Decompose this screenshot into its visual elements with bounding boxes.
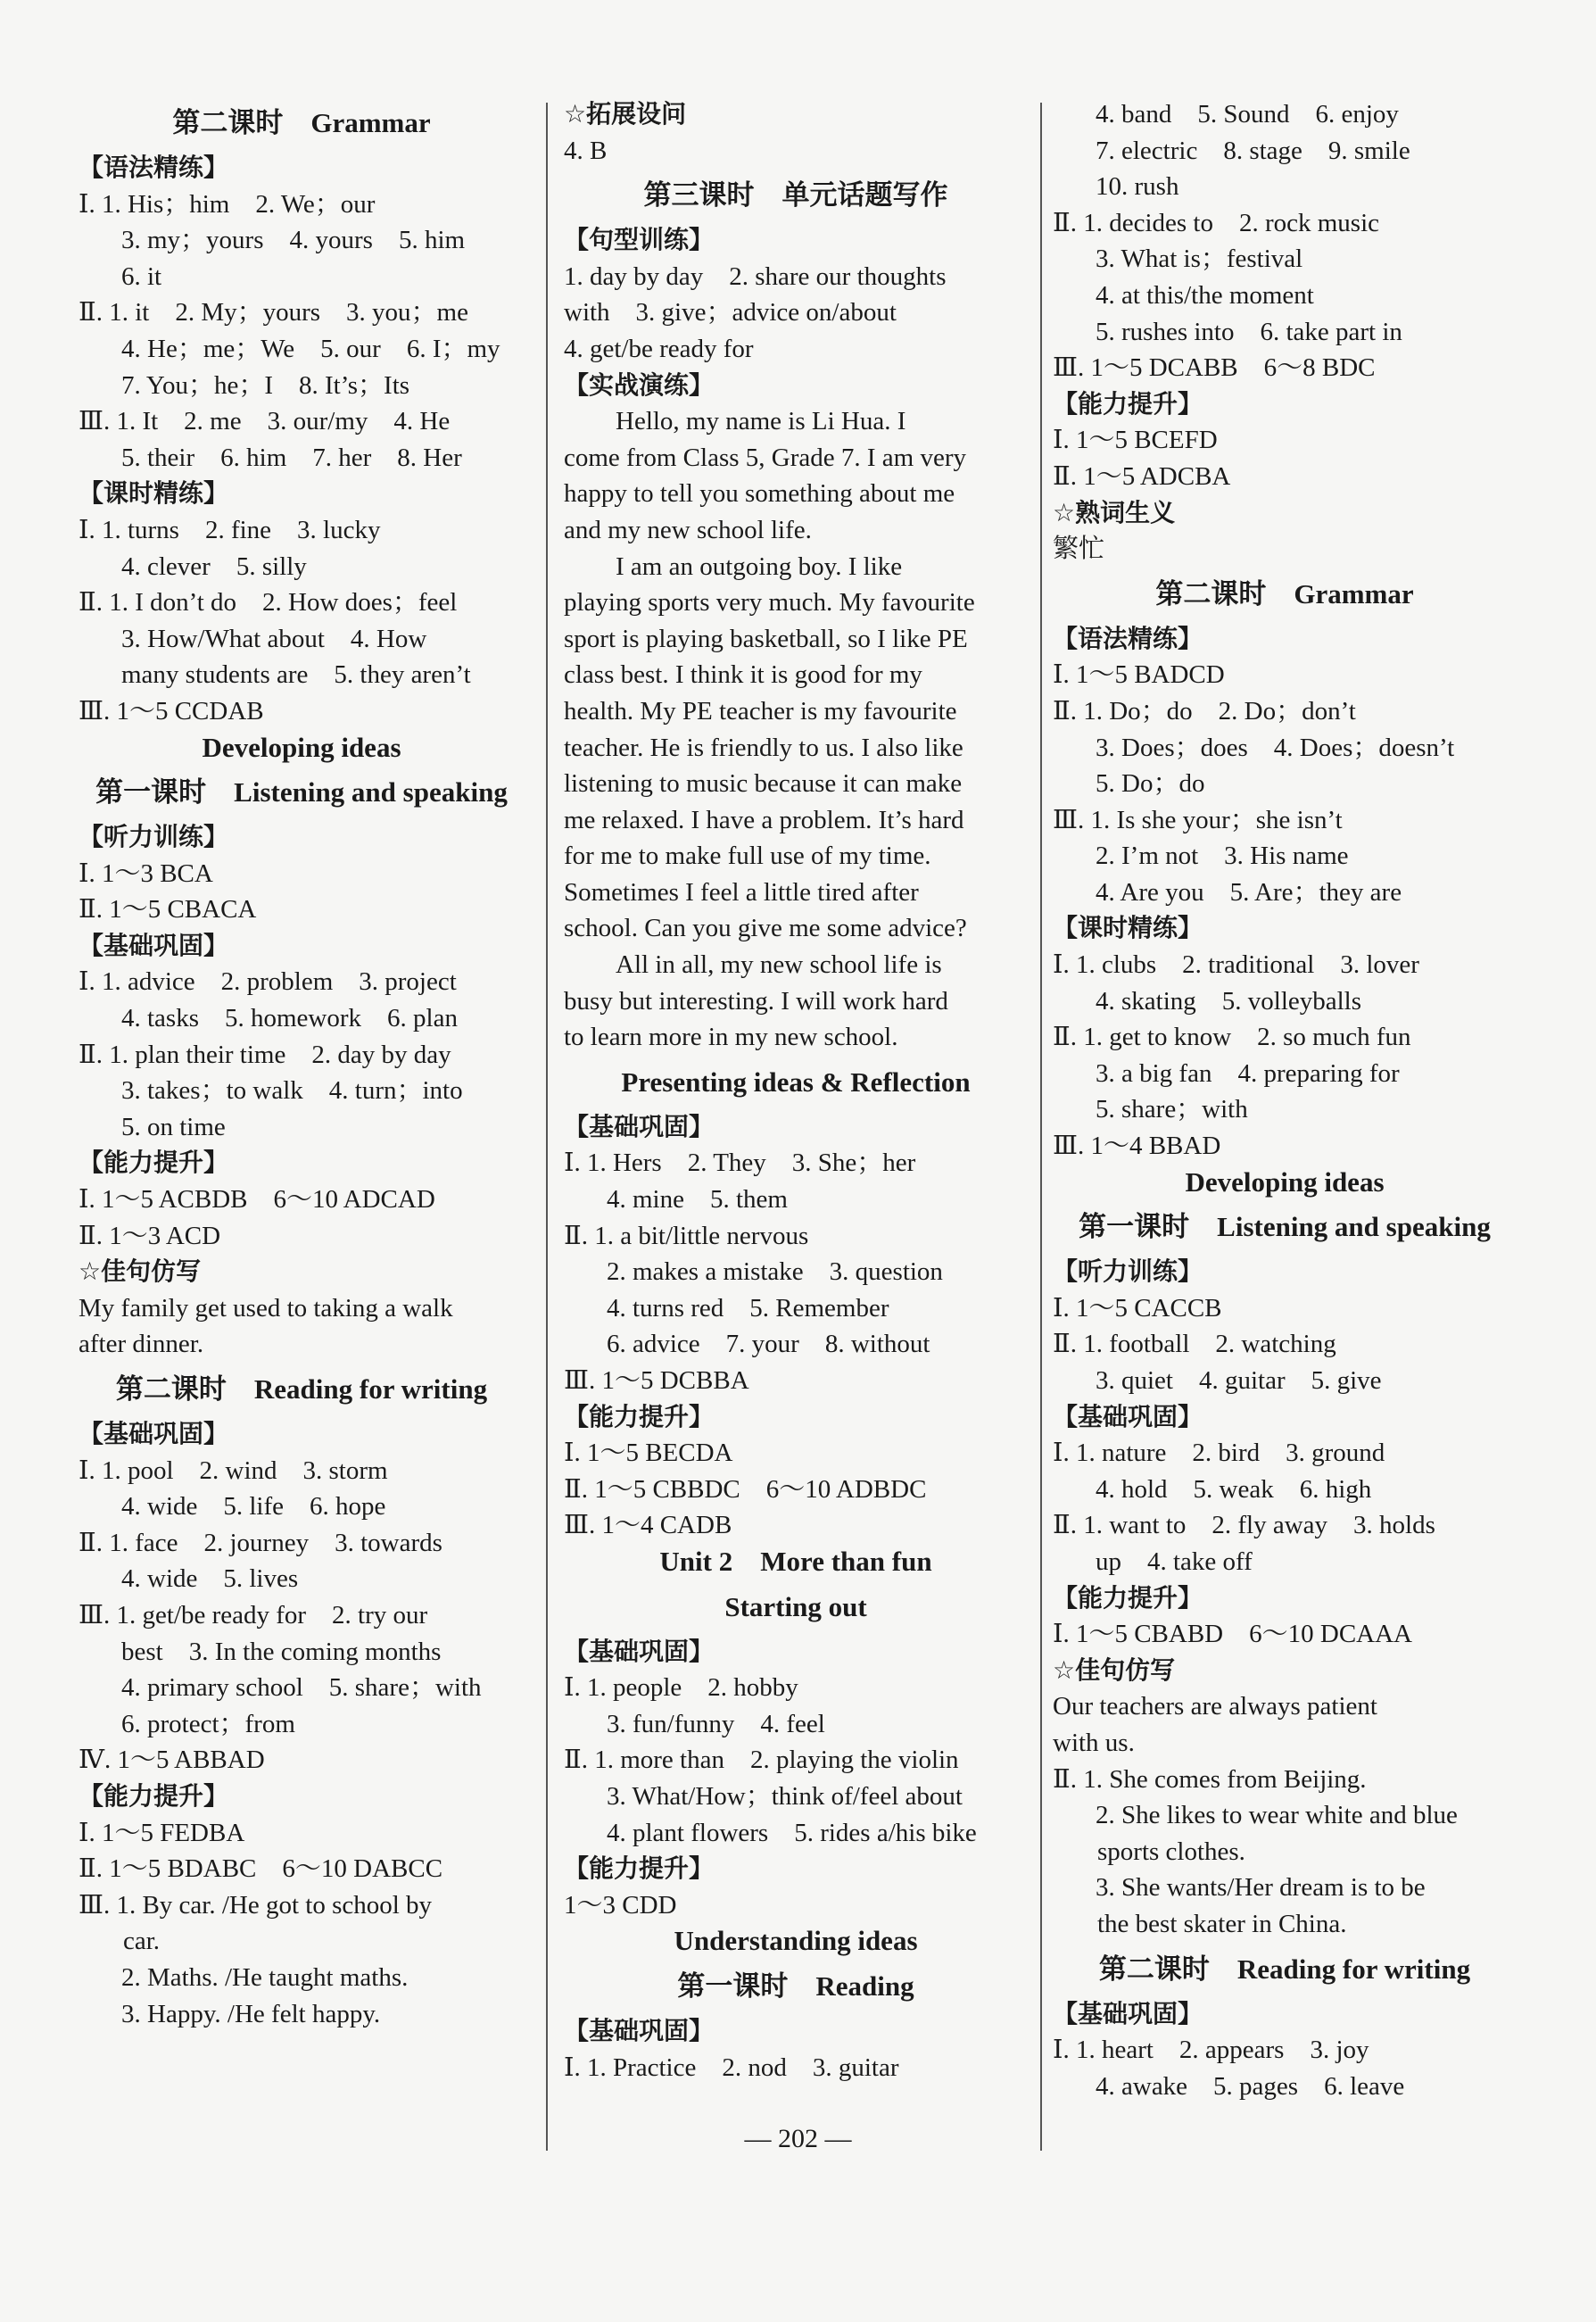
answer-line: Ⅰ. 1～3 BCA (79, 858, 213, 888)
section-heading: 【基础巩固】 (1053, 1998, 1203, 2028)
answer-line: Ⅱ. 1～3 ACD (79, 1221, 221, 1250)
answer-line: Ⅲ. 1. By car. /He got to school by (79, 1890, 433, 1920)
column-left (79, 96, 525, 2032)
answer-line: Ⅱ. 1. get to know 2. so much fun (1053, 1023, 1411, 1052)
answer-line: Ⅱ. 1. a bit/little nervous (564, 1221, 809, 1250)
answer-line: 6. advice 7. your 8. without (607, 1330, 930, 1359)
answer-line: Ⅱ. 1～5 CBACA (79, 895, 257, 925)
answer-line: Ⅱ. 1. want to 2. fly away 3. holds (1053, 1511, 1435, 1540)
section-heading: 【能力提升】 (79, 1148, 229, 1178)
section-heading: 【基础巩固】 (564, 2015, 715, 2045)
answer-line: Ⅰ. 1～5 BECDA (564, 1439, 733, 1468)
answer-line: 4. primary school 5. share；with (121, 1673, 482, 1703)
section-heading: 【基础巩固】 (564, 1111, 715, 1141)
answer-line: up 4. take off (1096, 1547, 1253, 1576)
section-heading: 【基础巩固】 (1053, 1401, 1203, 1431)
section-heading: 【基础巩固】 (79, 1419, 229, 1448)
section-heading: 【能力提升】 (79, 1780, 229, 1811)
answer-line: Ⅲ. 1～5 DCABB 6～8 BDC (1053, 353, 1376, 383)
lesson-title: 第二课时 Grammar (172, 107, 431, 138)
lesson-title: 第一课时 Listening and speaking (1079, 1211, 1491, 1243)
page-number: — 202 — (744, 2124, 852, 2153)
answer-line: Ⅰ. 1. advice 2. problem 3. project (79, 967, 457, 997)
answer-line: busy but interesting. I will work hard (564, 986, 948, 1016)
section-heading: ☆佳句仿写 (1053, 1654, 1176, 1685)
answer-line: Ⅰ. 1. people 2. hobby (564, 1673, 798, 1703)
answer-line: sport is playing basketball, so I like PE (564, 624, 968, 653)
answer-line: health. My PE teacher is my favourite (564, 696, 957, 726)
answer-line: Ⅱ. 1～5 BDABC 6～10 DABCC (79, 1854, 443, 1884)
answer-line: 4. clever 5. silly (121, 551, 307, 581)
answer-line: Ⅱ. 1. football 2. watching (1053, 1330, 1336, 1359)
answer-line: 3. quiet 4. guitar 5. give (1096, 1366, 1382, 1395)
section-heading: 【实战演练】 (564, 369, 715, 400)
answer-line: Ⅲ. 1. Is she your；she isn’t (1053, 805, 1343, 834)
column-right (1053, 96, 1517, 2104)
answer-line: 4. turns red 5. Remember (607, 1293, 889, 1323)
answer-line: 4. at this/the moment (1096, 280, 1314, 310)
answer-line: 4. plant flowers 5. rides a/his bike (607, 1818, 977, 1847)
answer-line: 4. band 5. Sound 6. enjoy (1096, 100, 1399, 129)
answer-line: 4. mine 5. them (607, 1185, 788, 1215)
answer-line: 4. skating 5. volleyballs (1096, 986, 1362, 1016)
answer-line: Ⅱ. 1. She comes from Beijing. (1053, 1764, 1367, 1794)
answer-line: Ⅰ. 1. pool 2. wind 3. storm (79, 1455, 388, 1485)
answer-line: after dinner. (79, 1330, 204, 1359)
answer-line: happy to tell you something about me (564, 479, 955, 509)
answer-line: 3. my；yours 4. yours 5. him (121, 226, 466, 255)
answer-line: Hello, my name is Li Hua. I (564, 407, 906, 436)
answer-line: 3. What/How；think of/feel about (607, 1781, 963, 1811)
answer-line: Ⅲ. 1～5 CCDAB (79, 696, 264, 726)
answer-line: My family get used to taking a walk (79, 1293, 453, 1323)
lesson-title: 第二课时 Reading for writing (1098, 1953, 1471, 1985)
answer-line: with us. (1053, 1728, 1135, 1757)
answer-line: Ⅲ. 1. get/be ready for 2. try our (79, 1600, 428, 1630)
answer-line: 4. wide 5. lives (121, 1564, 299, 1594)
answer-line: Ⅳ. 1～5 ABBAD (79, 1746, 265, 1775)
lesson-title: 第二课时 Grammar (1155, 577, 1414, 610)
answer-line: Our teachers are always patient (1053, 1692, 1377, 1721)
answer-line: 5. on time (121, 1112, 226, 1141)
answer-line: Ⅱ. 1～5 CBBDC 6～10 ADBDC (564, 1474, 927, 1504)
answer-line: the best skater in China. (1097, 1909, 1347, 1938)
answer-line: for me to make full use of my time. (564, 842, 931, 871)
answer-line: 4. B (564, 136, 608, 165)
answer-line: listening to music because it can make (564, 769, 963, 799)
section-heading: 【能力提升】 (1053, 388, 1203, 419)
answer-line: 1. day by day 2. share our thoughts (564, 261, 947, 291)
answer-line: 4. get/be ready for (564, 334, 754, 363)
answer-line: Ⅱ. 1. I don’t do 2. How does；feel (79, 588, 458, 618)
lesson-title: Unit 2 More than fun (659, 1545, 932, 1577)
answer-line: 5. Do；do (1096, 769, 1205, 799)
section-heading: 【基础巩固】 (564, 1636, 715, 1666)
answer-line: Ⅰ. 1. clubs 2. traditional 3. lover (1053, 950, 1419, 980)
column-divider (546, 103, 548, 2151)
answer-line: 4. wide 5. life 6. hope (121, 1492, 386, 1522)
section-heading: 【课时精练】 (79, 478, 229, 509)
answer-line: Ⅱ. 1. more than 2. playing the violin (564, 1746, 959, 1775)
answer-line: 3. She wants/Her dream is to be (1096, 1873, 1426, 1903)
answer-line: come from Class 5, Grade 7. I am very (564, 443, 966, 472)
section-heading: ☆佳句仿写 (79, 1256, 202, 1287)
answer-line: Ⅰ. 1～5 CBABD 6～10 DCAAA (1053, 1620, 1412, 1649)
column-divider (1040, 103, 1042, 2151)
answer-line: to learn more in my new school. (564, 1023, 898, 1052)
lesson-title: Developing ideas (1185, 1165, 1385, 1198)
answer-line: 6. it (121, 261, 162, 291)
answer-line: 5. share；with (1096, 1095, 1248, 1124)
answer-line: 3. Happy. /He felt happy. (121, 1999, 381, 2028)
answer-line: 5. their 6. him 7. her 8. Her (121, 443, 462, 472)
answer-line: Ⅰ. 1. turns 2. fine 3. lucky (79, 515, 381, 544)
section-heading: 【语法精练】 (1053, 623, 1203, 653)
section-heading: ☆熟词生义 (1053, 497, 1176, 527)
answer-line: Ⅰ. 1～5 BADCD (1053, 660, 1225, 690)
answer-line: Ⅲ. 1～5 DCBBA (564, 1366, 749, 1395)
answer-line: 7. You；he；I 8. It’s；Its (121, 370, 410, 400)
lesson-title: 第三课时 单元话题写作 (643, 179, 948, 211)
answer-line: 2. She likes to wear white and blue (1096, 1801, 1458, 1830)
answer-line: 2. I’m not 3. His name (1096, 842, 1349, 871)
answer-line: Ⅰ. 1. Practice 2. nod 3. guitar (564, 2052, 899, 2082)
answer-line: school. Can you give me some advice? (564, 914, 967, 943)
answer-line: 4. tasks 5. homework 6. plan (121, 1004, 458, 1033)
answer-line: 5. rushes into 6. take part in (1096, 317, 1402, 346)
section-heading: 【语法精练】 (79, 153, 229, 182)
lesson-title: 第二课时 Reading for writing (115, 1373, 488, 1405)
answer-line: Ⅲ. 1～4 BBAD (1053, 1132, 1221, 1161)
answer-line: car. (123, 1927, 161, 1956)
answer-line: 6. protect；from (121, 1709, 295, 1738)
answer-line: many students are 5. they aren’t (121, 660, 471, 690)
answer-line: Ⅱ. 1. decides to 2. rock music (1053, 208, 1380, 237)
answer-line: I am an outgoing boy. I like (564, 551, 903, 581)
section-heading: 【基础巩固】 (79, 930, 229, 960)
answer-line: Ⅲ. 1. It 2. me 3. our/my 4. He (79, 407, 451, 436)
answer-line: class best. I think it is good for my (564, 660, 922, 690)
answer-line: Ⅰ. 1. His；him 2. We；our (79, 189, 376, 219)
answer-line: 4. hold 5. weak 6. high (1096, 1474, 1372, 1504)
lesson-title: Starting out (724, 1590, 867, 1622)
answer-line: 3. How/What about 4. How (121, 624, 427, 653)
lesson-title: Presenting ideas & Reflection (621, 1066, 971, 1098)
answer-line: Ⅱ. 1～5 ADCBA (1053, 461, 1231, 491)
answer-line: 3. a big fan 4. preparing for (1096, 1058, 1400, 1088)
answer-line: playing sports very much. My favourite (564, 588, 975, 618)
answer-line: Sometimes I feel a little tired after (564, 877, 919, 907)
answer-line: 4. Are you 5. Are；they are (1096, 877, 1402, 907)
answer-line: Ⅰ. 1～5 ACBDB 6～10 ADCAD (79, 1185, 435, 1215)
answer-line: Ⅰ. 1～5 BCEFD (1053, 426, 1218, 455)
answer-line: teacher. He is friendly to us. I also like (564, 733, 963, 762)
section-heading: 【听力训练】 (79, 822, 229, 852)
answer-line: Ⅰ. 1～5 CACCB (1053, 1293, 1222, 1323)
answer-line: and my new school life. (564, 515, 812, 544)
section-heading: 【听力训练】 (1053, 1256, 1203, 1287)
answer-line: 4. awake 5. pages 6. leave (1096, 2071, 1405, 2101)
answer-line: 1～3 CDD (564, 1890, 677, 1920)
answer-line: 3. What is；festival (1096, 245, 1303, 274)
answer-line: Ⅲ. 1～4 CADB (564, 1511, 732, 1540)
section-heading: 【能力提升】 (564, 1853, 715, 1884)
section-heading: 【能力提升】 (564, 1401, 715, 1431)
lesson-title: Understanding ideas (674, 1925, 918, 1957)
column-middle (564, 96, 1028, 2086)
answer-line: 3. fun/funny 4. feel (607, 1709, 825, 1738)
answer-line: me relaxed. I have a problem. It’s hard (564, 805, 964, 834)
answer-line: 3. takes；to walk 4. turn；into (121, 1076, 463, 1106)
answer-line: Ⅱ. 1. face 2. journey 3. towards (79, 1528, 442, 1557)
answer-line: Ⅱ. 1. plan their time 2. day by day (79, 1040, 451, 1069)
answer-line: Ⅰ. 1. Hers 2. They 3. She；her (564, 1149, 916, 1178)
section-heading: ☆拓展设问 (564, 99, 687, 129)
answer-line: sports clothes. (1097, 1837, 1245, 1866)
answer-line: with 3. give；advice on/about (564, 298, 897, 328)
answer-line: best 3. In the coming months (121, 1637, 442, 1666)
answer-line: 3. Does；does 4. Does；doesn’t (1096, 733, 1455, 762)
answer-line: Ⅰ. 1. heart 2. appears 3. joy (1053, 2036, 1369, 2065)
answer-line: Ⅱ. 1. it 2. My；yours 3. you；me (79, 298, 468, 328)
answer-line: 7. electric 8. stage 9. smile (1096, 136, 1410, 165)
answer-line: Ⅱ. 1. Do；do 2. Do；don’t (1053, 696, 1356, 726)
answer-line: 2. Maths. /He taught maths. (121, 1962, 409, 1992)
lesson-title: 第一课时 Listening and speaking (95, 776, 508, 809)
answer-line: 2. makes a mistake 3. question (607, 1257, 943, 1287)
section-heading: 【能力提升】 (1053, 1582, 1203, 1613)
answer-line: Ⅰ. 1. nature 2. bird 3. ground (1053, 1439, 1385, 1468)
answer-line: 繁忙 (1053, 535, 1105, 564)
answer-line: Ⅰ. 1～5 FEDBA (79, 1818, 245, 1847)
lesson-title: 第一课时 Reading (677, 1970, 914, 2002)
answer-line: 4. He；me；We 5. our 6. I；my (121, 334, 500, 363)
answer-line: All in all, my new school life is (564, 950, 942, 980)
section-heading: 【句型训练】 (564, 225, 715, 255)
lesson-title: Developing ideas (202, 731, 401, 763)
answer-line: 10. rush (1096, 172, 1179, 202)
section-heading: 【课时精练】 (1053, 913, 1203, 943)
